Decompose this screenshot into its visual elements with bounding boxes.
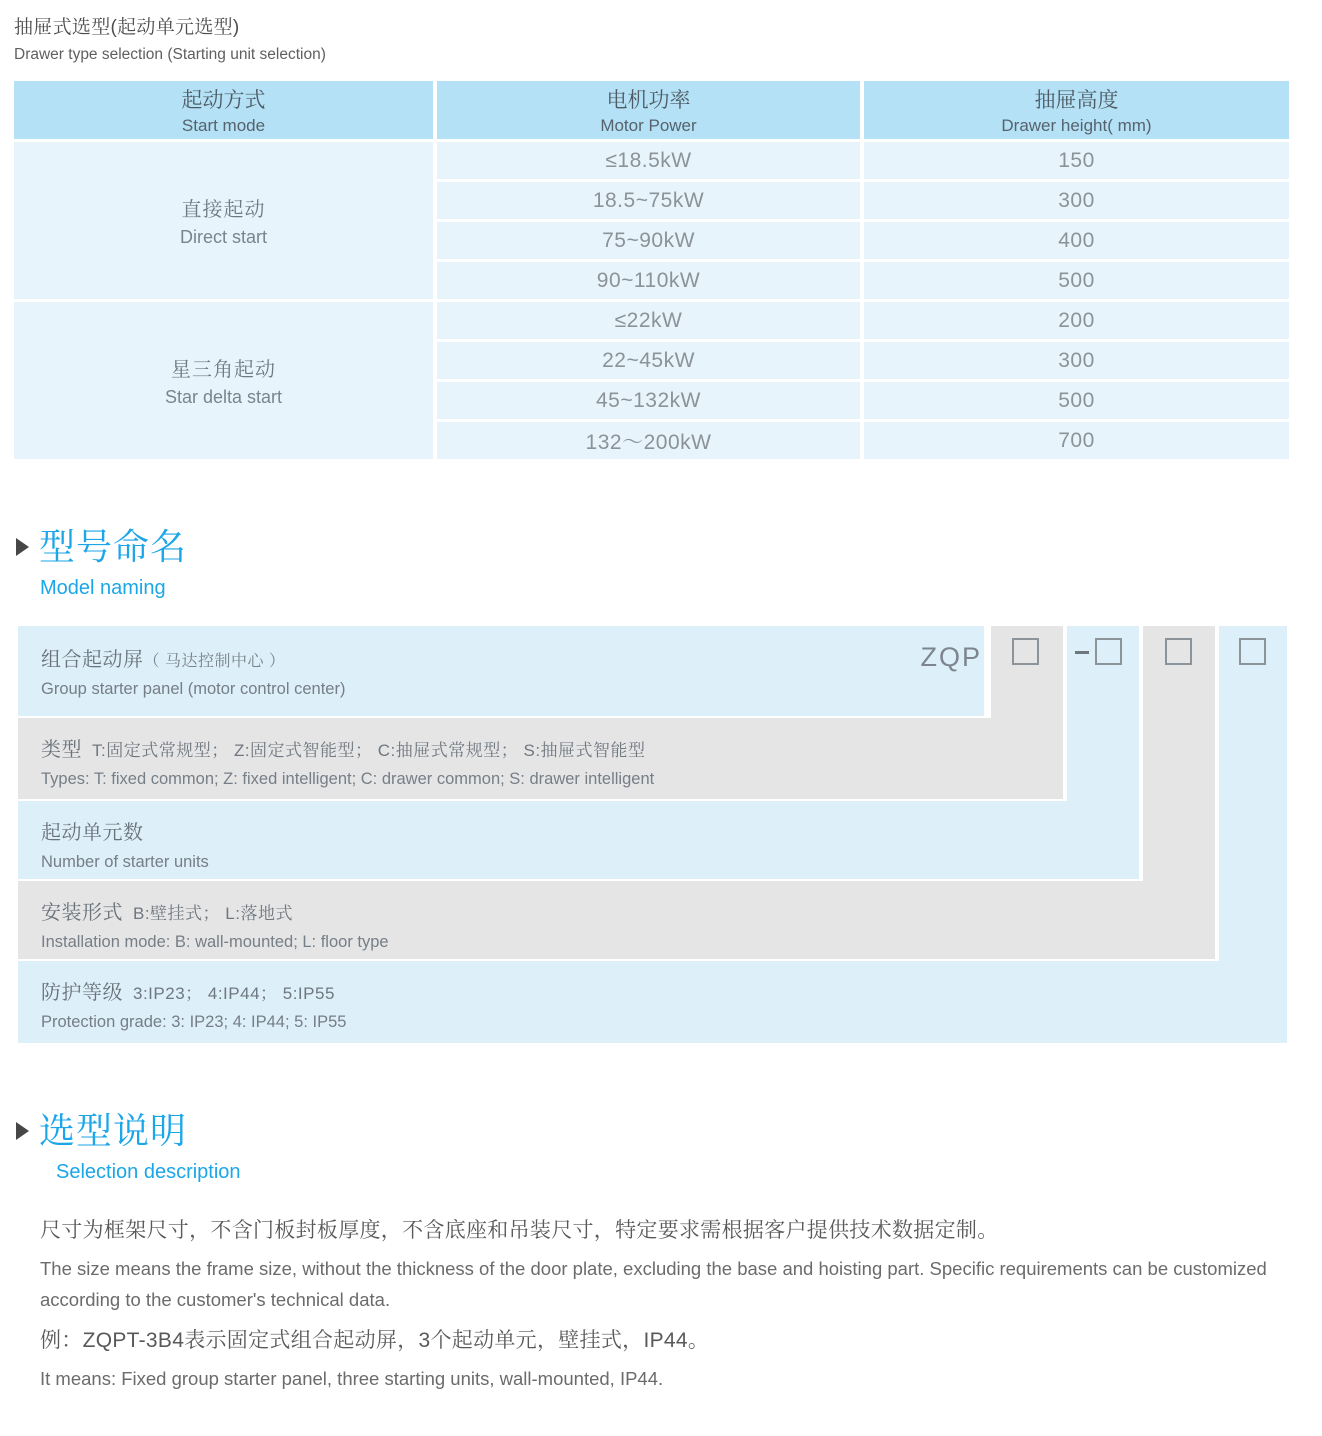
row-label-en: Protection grade: 3: IP23; 4: IP44; 5: IP55 bbox=[41, 1013, 347, 1031]
power-cell: 22~45kW bbox=[437, 342, 860, 379]
power-cell: ≤18.5kW bbox=[437, 142, 860, 179]
row-label-zh: 起动单元数 bbox=[41, 822, 144, 844]
height-cell: 700 bbox=[864, 422, 1289, 459]
mode-label-en: Direct start bbox=[179, 227, 267, 247]
height-cell: 300 bbox=[864, 342, 1289, 379]
start-mode-cell-direct bbox=[14, 142, 433, 299]
column-header-start-mode bbox=[14, 81, 433, 139]
mode-label-en: Star delta start bbox=[164, 387, 283, 407]
diagram-row-installation-mode bbox=[18, 881, 1215, 959]
section-title-zh: 型号命名 bbox=[39, 526, 188, 567]
height-cell: 300 bbox=[864, 182, 1289, 219]
drawer-selection-table bbox=[14, 81, 1285, 459]
triangle-bullet-icon bbox=[16, 1122, 29, 1140]
height-cell: 400 bbox=[864, 222, 1289, 259]
code-placeholder-box-icon bbox=[1239, 638, 1266, 665]
height-cell: 500 bbox=[864, 262, 1289, 299]
height-cell: 500 bbox=[864, 382, 1289, 419]
mode-label-zh: 星三角起动 bbox=[171, 359, 276, 381]
row-label-en: Types: T: fixed common; Z: fixed intelligent; C: drawer common; S: drawer intelligent bbox=[41, 770, 655, 788]
row-label-zh: 类型 T:固定式常规型； Z:固定式智能型； C:抽屉式常规型； S:抽屉式智能型 bbox=[41, 739, 646, 761]
code-placeholder-box-icon bbox=[1095, 638, 1122, 665]
header-label-zh: 起动方式 bbox=[181, 89, 266, 112]
row-label-en: Group starter panel (motor control center) bbox=[41, 680, 346, 698]
section-title-zh: 选型说明 bbox=[39, 1110, 188, 1151]
page-title-zh: 抽屉式选型(起动单元选型) bbox=[14, 17, 240, 38]
model-code-prefix: ZQP bbox=[920, 642, 982, 672]
selection-paragraphs bbox=[40, 1214, 1292, 1394]
diagram-row-protection-grade bbox=[18, 961, 1287, 1043]
diagram-row-starter-units bbox=[18, 801, 1139, 879]
power-cell: 75~90kW bbox=[437, 222, 860, 259]
power-cell: ≤22kW bbox=[437, 302, 860, 339]
power-cell: 132～200kW bbox=[437, 422, 860, 459]
row-label-en: Installation mode: B: wall-mounted; L: floor type bbox=[41, 933, 389, 951]
model-naming-diagram bbox=[18, 626, 1287, 1043]
height-cell: 200 bbox=[864, 302, 1289, 339]
code-column-protection bbox=[1219, 626, 1287, 964]
row-label-zh: 防护等级 3:IP23； 4:IP44； 5:IP55 bbox=[41, 982, 335, 1004]
power-cell: 90~110kW bbox=[437, 262, 860, 299]
section-title-en: Selection description bbox=[56, 1161, 241, 1183]
section-header bbox=[14, 519, 1304, 570]
height-cell: 150 bbox=[864, 142, 1289, 179]
header-label-en: Start mode bbox=[181, 116, 266, 135]
mode-label-zh: 直接起动 bbox=[181, 199, 266, 221]
column-header-motor-power bbox=[437, 81, 860, 139]
model-naming-section bbox=[14, 519, 1304, 1043]
column-header-drawer-height bbox=[864, 81, 1289, 139]
diagram-row-group-starter-panel bbox=[18, 626, 984, 716]
row-label-zh: 组合起动屏（ 马达控制中心 ） bbox=[41, 649, 286, 671]
selection-description-section bbox=[14, 1103, 1304, 1394]
header-label-en: Drawer height( mm) bbox=[1001, 116, 1152, 135]
section-header bbox=[14, 1103, 1304, 1154]
example-note-zh: 例：ZQPT-3B4表示固定式组合起动屏，3个起动单元，壁挂式，IP44。 bbox=[40, 1329, 710, 1352]
example-note-en: It means: Fixed group starter panel, three starting units, wall-mounted, IP44. bbox=[40, 1368, 664, 1389]
size-note-en: The size means the frame size, without the thickness of the door plate, excluding the base and hoisting part. Specific requirements can be customized according to the customer's technical data. bbox=[40, 1258, 1267, 1310]
power-cell: 45~132kW bbox=[437, 382, 860, 419]
header-label-zh: 抽屉高度 bbox=[1034, 89, 1119, 112]
size-note-zh: 尺寸为框架尺寸，不含门板封板厚度，不含底座和吊装尺寸，特定要求需根据客户提供技术数据定制。 bbox=[40, 1219, 999, 1242]
diagram-row-type bbox=[18, 718, 1063, 799]
start-mode-cell-star-delta bbox=[14, 302, 433, 459]
header-label-zh: 电机功率 bbox=[606, 89, 691, 112]
code-placeholder-box-icon bbox=[1165, 638, 1192, 665]
code-placeholder-box-icon bbox=[1012, 638, 1039, 665]
section-title-en: Model naming bbox=[40, 577, 166, 599]
code-dash-icon bbox=[1075, 651, 1089, 654]
page-title-en: Drawer type selection (Starting unit selection) bbox=[14, 46, 326, 63]
row-label-zh: 安装形式 B:壁挂式； L:落地式 bbox=[41, 902, 293, 924]
power-cell: 18.5~75kW bbox=[437, 182, 860, 219]
header-label-en: Motor Power bbox=[600, 116, 697, 135]
row-label-en: Number of starter units bbox=[41, 853, 209, 871]
triangle-bullet-icon bbox=[16, 538, 29, 556]
